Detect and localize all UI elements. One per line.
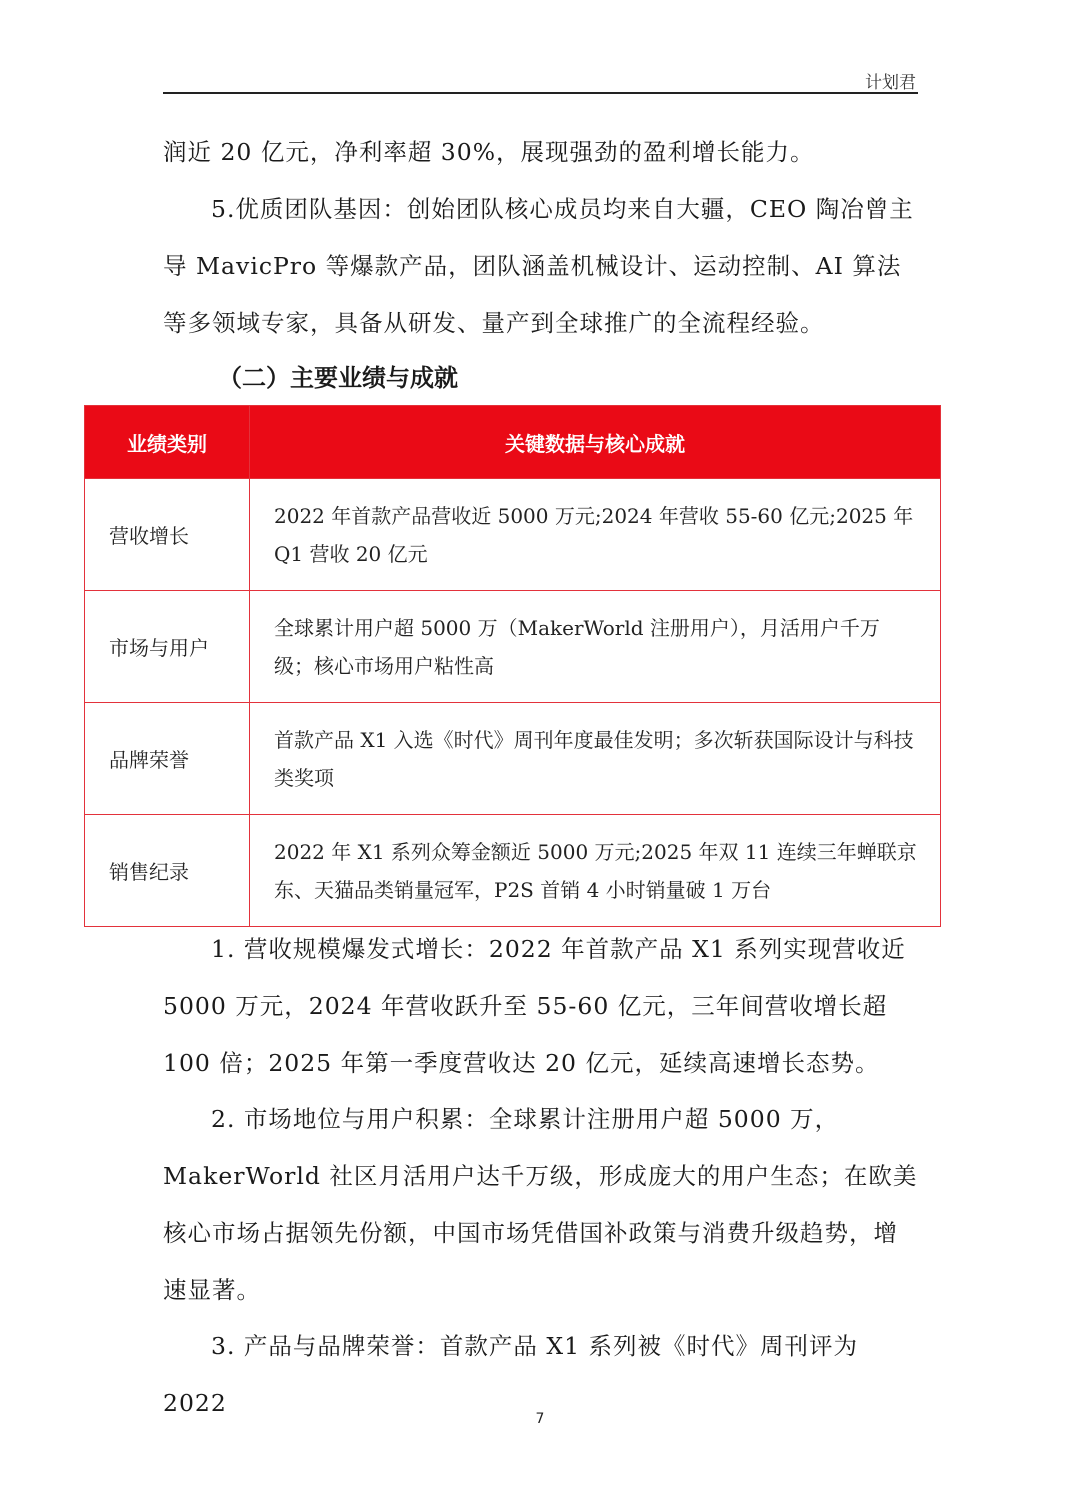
- table-row: [85, 479, 941, 591]
- table-row: [85, 591, 941, 703]
- table-row: [85, 703, 941, 815]
- table-cell-detail: 全球累计用户超 5000 万（MakerWorld 注册用户），月活用户千万级；核心市场用户粘性高: [250, 591, 941, 703]
- table-cell-detail: 首款产品 X1 入选《时代》周刊年度最佳发明；多次斩获国际设计与科技类奖项: [250, 703, 941, 815]
- table-cell-category: 营收增长: [85, 479, 250, 591]
- table-header-category: 业绩类别: [85, 406, 250, 479]
- point-market-position: 2. 市场地位与用户积累：全球累计注册用户超 5000 万，MakerWorld 社区月活用户达千万级，形成庞大的用户生态；在欧美核心市场占据领先份额，中国市场凭借国补政策与消费升级趋势，增速显著。: [163, 1105, 918, 1304]
- table-cell-category: 品牌荣誉: [85, 703, 250, 815]
- page-number: 7: [535, 1411, 545, 1427]
- table-cell-category: 市场与用户: [85, 591, 250, 703]
- paragraph-team: 5.优质团队基因：创始团队核心成员均来自大疆，CEO 陶冶曾主导 MavicPro 等爆款产品，团队涵盖机械设计、运动控制、AI 算法等多领域专家，具备从研发、量产到全球推广的全流程经验。: [163, 195, 914, 337]
- header-rule: [163, 92, 918, 94]
- table-cell-category: 销售纪录: [85, 815, 250, 927]
- point-brand-honors: 3. 产品与品牌荣誉：首款产品 X1 系列被《时代》周刊评为 2022: [163, 1332, 859, 1417]
- paragraph-profit: 润近 20 亿元，净利率超 30%，展现强劲的盈利增长能力。: [163, 138, 815, 166]
- table-cell-detail: 2022 年首款产品营收近 5000 万元;2024 年营收 55-60 亿元;2025 年 Q1 营收 20 亿元: [250, 479, 941, 591]
- point-revenue-growth: 1. 营收规模爆发式增长：2022 年首款产品 X1 系列实现营收近 5000 万元，2024 年营收跃升至 55-60 亿元，三年间营收增长超 100 倍；2025 年第一季度营收达 20 亿元，延续高速增长态势。: [163, 935, 906, 1077]
- table-row: [85, 815, 941, 927]
- header-label: 计划君: [865, 73, 916, 93]
- table-cell-detail: 2022 年 X1 系列众筹金额近 5000 万元;2025 年双 11 连续三年蝉联京东、天猫品类销量冠军，P2S 首销 4 小时销量破 1 万台: [250, 815, 941, 927]
- achievements-table: [84, 405, 941, 927]
- table-header-row: [85, 406, 941, 479]
- section-heading: （二）主要业绩与成就: [218, 364, 458, 392]
- table-header-detail: 关键数据与核心成就: [250, 406, 941, 479]
